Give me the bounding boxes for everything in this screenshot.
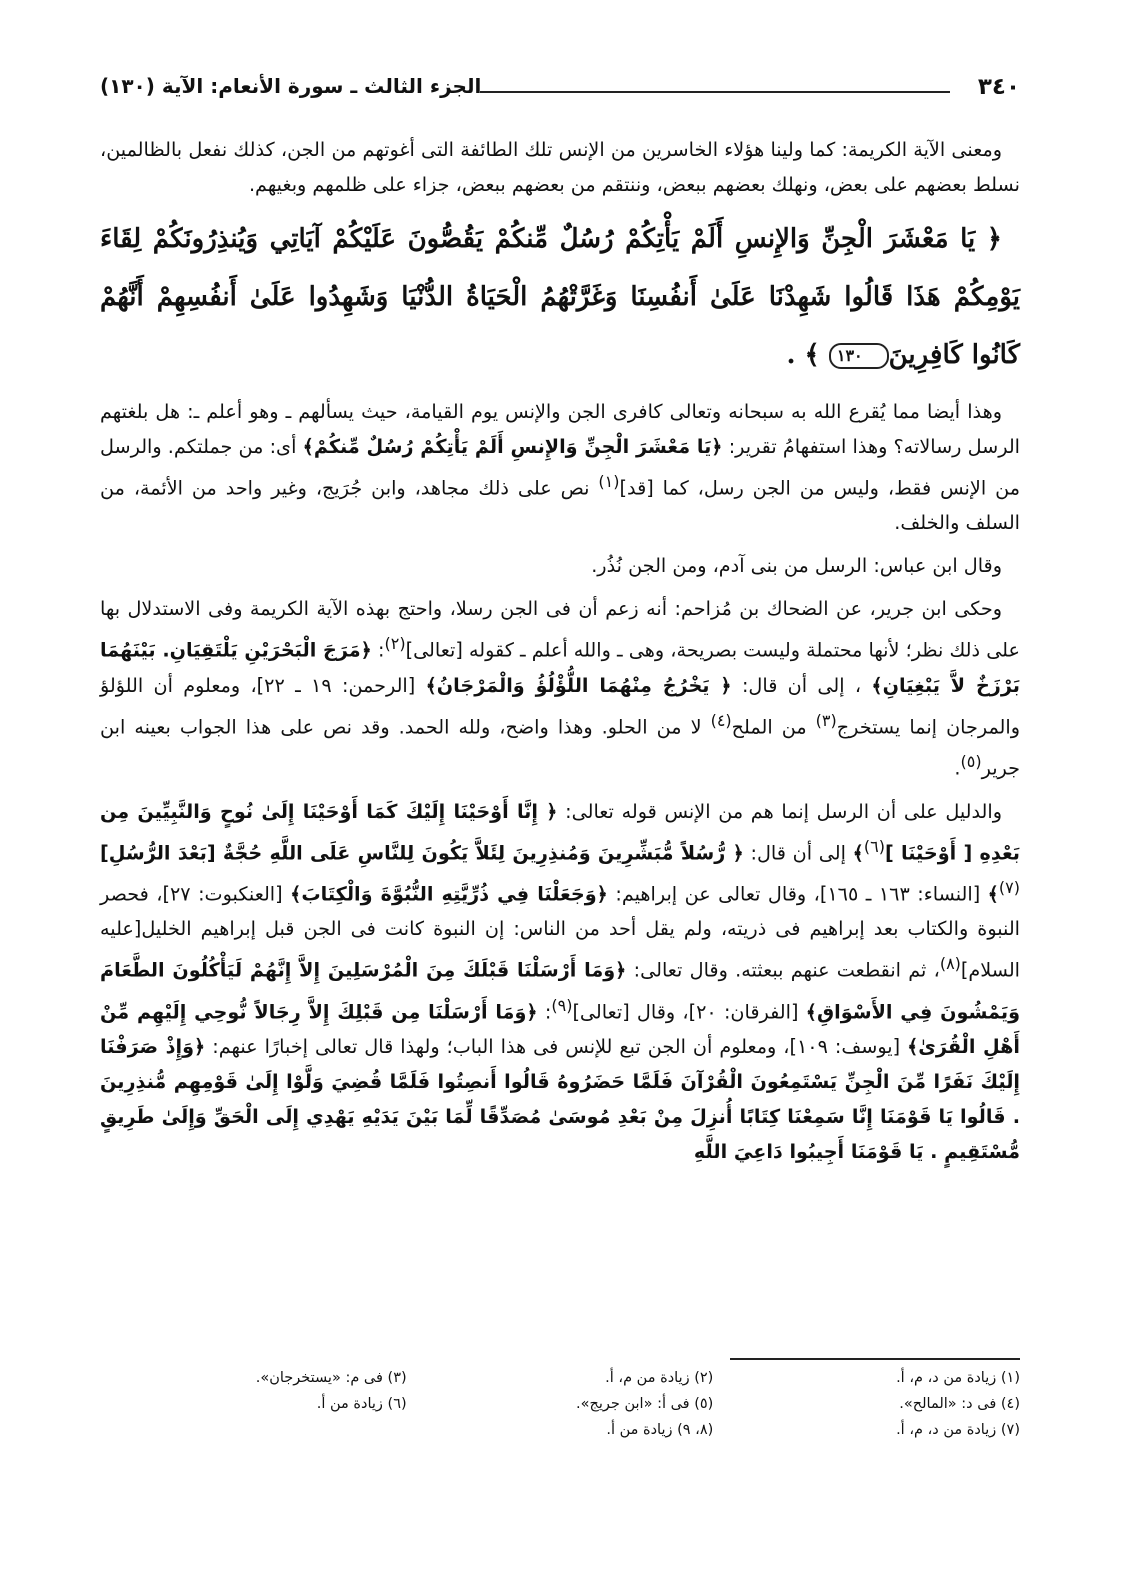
running-title: الجزء الثالث ـ سورة الأنعام: الآية (١٣٠) [100, 74, 482, 98]
footnote-ref: (٩) [551, 995, 573, 1015]
footnote: (٦) زيادة من أ. [316, 1396, 407, 1412]
footnote: (٤) فى د: «المالح». [899, 1396, 1020, 1412]
text-run: : [537, 1000, 552, 1024]
footnote: (٨، ٩) زيادة من أ. [606, 1422, 714, 1438]
quran-quote-close: ﴾ [987, 882, 999, 906]
text-run: لا من الحلو. وهذا واضح، ولله الحمد. وقد نص على هذا الجواب بعينه ابن جرير [100, 715, 1020, 780]
quran-quote: ﴿وَمَا أَرْسَلْنَا قَبْلَكَ مِنَ الْمُرْسَلِينَ إِلاَّ إِنَّهُمْ لَيَأْكُلُونَ الطَّعَامَ وَيَمْشُونَ فِي الأَسْوَاقِ﴾ [100, 958, 1021, 1024]
text-run: والدليل على أن الرسل إنما هم من الإنس قوله تعالى: [557, 799, 1002, 823]
quran-quote: ﴿مَرَجَ الْبَحْرَيْنِ يَلْتَقِيَانِ. بَيْنَهُمَا بَرْزَخٌ لاَّ يَبْغِيَانِ﴾ [100, 638, 1020, 697]
text-run: . [954, 756, 961, 780]
ayah-number: ١٣٠ [829, 343, 889, 369]
text-run: [العنكبوت: ٢٧]، فحصر النبوة والكتاب بعد إبراهيم فى ذريته، ولم يقل أحد من الناس: إن النبوة كانت فى الجن قبل إبراهيم الخليل[عليه السلام] [100, 882, 1021, 982]
footnote: (٧) زيادة من د، م، أ. [896, 1422, 1020, 1438]
verse-text: ﴿ يَا مَعْشَرَ الْجِنِّ وَالإِنسِ أَلَمْ يَأْتِكُمْ رُسُلٌ مِّنكُمْ يَقُصُّونَ عَلَيْكُمْ آيَاتِي وَيُنذِرُونَكُمْ لِقَاءَ يَوْمِكُمْ هَذَا قَالُوا شَهِدْنَا عَلَىٰ أَنفُسِنَا وَغَرَّتْهُمُ الْحَيَاةُ الدُّنْيَا وَشَهِدُوا عَلَىٰ أَنفُسِهِمْ أَنَّهُمْ كَانُوا كَافِرِينَ [100, 224, 1020, 370]
footnote: (٥) فى أ: «ابن جريج». [576, 1396, 714, 1412]
quran-quote: ﴿ رُّسُلاً مُّبَشِّرِينَ وَمُنذِرِينَ لِئَلاَّ يَكُونَ لِلنَّاسِ عَلَى اللَّهِ حُجَّةٌ [بَعْدَ الرُّسُلِ] [100, 840, 744, 864]
text-run: [الرحمن: ١٩ ـ ٢٢]، ومعلوم أن اللؤلؤ والمرجان إنما يستخرج [100, 673, 1020, 739]
paragraph-evidence [100, 794, 1020, 1170]
paragraph-ibn-abbas: وقال ابن عباس: الرسل من بنى آدم، ومن الجن نُذُر. [591, 554, 1002, 578]
quran-quote: ﴿ إِنَّا أَوْحَيْنَا إِلَيْكَ كَمَا أَوْحَيْنَا إِلَىٰ نُوحٍ وَالنَّبِيِّينَ مِن بَعْدِهِ [ أَوْحَيْنَا ] [100, 799, 1020, 864]
text-run: : [371, 638, 385, 662]
footnote: (١) زيادة من د، م، أ. [896, 1370, 1020, 1386]
footnote-ref: (٣) [815, 710, 837, 730]
text-run: وحكى ابن جرير، عن الضحاك بن مُزاحم: أنه زعم أن فى الجن رسلا، واحتج بهذه الآية الكريمة وفى الاستدلال بها على ذلك نظر؛ لأنها محتملة وليست بصريحة، وهى ـ والله أعلم ـ كقوله [تعالى] [100, 597, 1020, 662]
page-body [100, 132, 1020, 1169]
text-run: [الفرقان: ٢٠]، وقال [تعالى] [572, 1000, 806, 1024]
quran-quote: ﴿وَمَا أَرْسَلْنَا مِن قَبْلِكَ إِلاَّ رِجَالاً نُّوحِي إِلَيْهِم مِّنْ أَهْلِ الْقُرَىٰ﴾ [100, 1000, 1021, 1059]
footnote-ref: (٨) [939, 954, 961, 974]
footnote: (٢) زيادة من م، أ. [605, 1370, 714, 1386]
page [100, 70, 1020, 1570]
quran-quote: ﴿ يَخْرُجُ مِنْهُمَا اللُّؤْلُؤُ وَالْمَرْجَانُ﴾ [425, 673, 732, 697]
text-run: إلى أن قال: [743, 840, 853, 864]
page-number: ٣٤٠ [977, 74, 1020, 100]
text-run: وهذا أيضا مما يُقرع الله به سبحانه وتعالى كافرى الجن والإنس يوم القيامة، حيث يسألهم ـ وهو أعلم ـ: هل بلغتهم الرسل رسالاته؟ وهذا استفهامُ تقرير: [100, 400, 1020, 458]
text-run: من الملح [731, 715, 816, 739]
text-run: [النساء: ١٦٣ ـ ١٦٥]، وقال تعالى عن إبراهيم: [607, 882, 988, 906]
footnote-ref: (٥) [960, 752, 982, 772]
text-run: نص على ذلك مجاهد، وابن جُرَيج، وغير واحد من الأئمة، من السلف والخلف. [100, 476, 1020, 535]
footnote-ref: (٤) [710, 710, 732, 730]
text-run: [يوسف: ١٠٩]، ومعلوم أن الجن تبع للإنس فى هذا الباب؛ ولهذا قال تعالى إخبارًا عنهم: [205, 1035, 908, 1059]
text-run: أى: من جملتكم. والرسل من الإنس فقط، وليس من الجن رسل، كما [قد] [100, 435, 1020, 500]
footnote: (٣) فى م: «يستخرجان». [255, 1370, 407, 1386]
quran-verse [100, 210, 1020, 384]
page-header [100, 70, 1020, 110]
paragraph-ibn-jarir [100, 591, 1020, 785]
paragraph-meaning: ومعنى الآية الكريمة: كما ولينا هؤلاء الخاسرين من الإنس تلك الطائفة التى أغوتهم من الجن، كذلك نفعل بالظالمين، نسلط بعضهم على بعض، ونهلك بعضهم ببعض، وننتقم من بعضهم ببعض، جزاء على ظلمهم وبغيهم. [100, 138, 1020, 196]
footnote-ref: (٢) [384, 634, 406, 654]
footnote-ref: (٦) [863, 836, 885, 856]
quran-quote: ﴿وَجَعَلْنَا فِي ذُرِّيَّتِهِ النُّبُوَّةَ وَالْكِتَابَ﴾ [290, 882, 608, 906]
footnote-ref: (١) [598, 472, 620, 491]
footnote-rule [730, 1358, 1020, 1360]
quran-quote: ﴿وَإِذْ صَرَفْنَا إِلَيْكَ نَفَرًا مِّنَ الْجِنِّ يَسْتَمِعُونَ الْقُرْآنَ فَلَمَّا حَضَرُوهُ قَالُوا أَنصِتُوا فَلَمَّا قُضِيَ وَلَّوْا إِلَىٰ قَوْمِهِم مُّنذِرِينَ . قَالُوا يَا قَوْمَنَا إِنَّا سَمِعْنَا كِتَابًا أُنزِلَ مِنْ بَعْدِ مُوسَىٰ مُصَدِّقًا لِّمَا بَيْنَ يَدَيْهِ يَهْدِي إِلَى الْحَقِّ وَإِلَىٰ طَرِيقٍ مُّسْتَقِيمٍ . يَا قَوْمَنَا أَجِيبُوا دَاعِيَ اللَّهِ [100, 1035, 1020, 1164]
footnote-ref: (٧) [998, 877, 1021, 897]
paragraph-explanation [100, 394, 1020, 540]
quran-quote-close: ﴾ [852, 840, 864, 864]
verse-close: ﴾ . [786, 340, 820, 370]
quran-quote: ﴿يَا مَعْشَرَ الْجِنِّ وَالإِنسِ أَلَمْ يَأْتِكُمْ رُسُلٌ مِّنكُمْ﴾ [302, 435, 723, 458]
header-rule [480, 91, 950, 93]
text-run: ، ثم انقطعت عنهم ببعثته. وقال تعالى: [626, 958, 940, 982]
footnotes [100, 1368, 1020, 1440]
text-run: ، إلى أن قال: [731, 673, 872, 697]
